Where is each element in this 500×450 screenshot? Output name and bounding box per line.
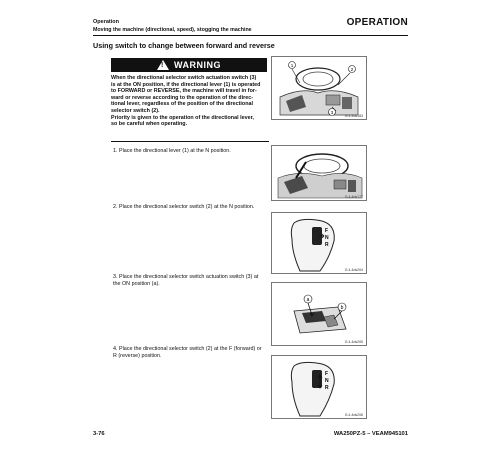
figure-code: G.4-4ds177 xyxy=(344,195,363,199)
warning-line: so be careful when operating. xyxy=(111,121,188,128)
figure-code: G.4-4ds204 xyxy=(344,268,363,272)
warning-line: to FORWARD or REVERSE, the machine will travel in for- xyxy=(111,88,257,95)
figure-directional-lever xyxy=(271,145,367,201)
warning-line: selector switch (2). xyxy=(111,107,160,114)
actuation-switch-illustration xyxy=(272,283,366,345)
step-3: 3. Place the directional selector switch actuation switch (3) at the ON position (a). xyxy=(113,274,259,287)
figure-code: G.4-4ds183 xyxy=(344,114,363,118)
label-n: N xyxy=(325,378,329,384)
step-2: 2. Place the directional selector switch (2) at the N position. xyxy=(113,204,255,210)
callout-b: b xyxy=(340,305,344,311)
header-section: Operation xyxy=(93,19,119,25)
cab-illustration xyxy=(272,57,366,119)
warning-text xyxy=(111,75,269,128)
joystick-illustration-2 xyxy=(272,356,366,418)
footer-page-number: 3-76 xyxy=(93,431,105,437)
warning-line: Priority is given to the operation of the directional lever, xyxy=(111,114,254,121)
figure-code: G.4-4ds206 xyxy=(344,413,363,417)
label-r: R xyxy=(325,242,329,248)
header-title: OPERATION xyxy=(346,17,408,28)
figure-code: G.4-4ds205 xyxy=(344,340,363,344)
callout-a: a xyxy=(306,297,310,303)
label-f: F xyxy=(325,228,329,234)
header-rule xyxy=(93,35,408,36)
label-n: N xyxy=(325,235,329,241)
warning-label: WARNING xyxy=(174,60,221,70)
warning-line: tional lever, regardless of the position of the directional xyxy=(111,101,253,108)
label-r: R xyxy=(325,385,329,391)
step-1: 1. Place the directional lever (1) at the N position. xyxy=(113,148,231,154)
warning-line: ward or reverse according to the operation of the direc- xyxy=(111,94,253,101)
warning-rule xyxy=(111,141,269,142)
warning-banner xyxy=(111,58,267,72)
section-title: Using switch to change between forward and reverse xyxy=(93,41,275,50)
warning-triangle-icon: ! xyxy=(157,60,169,70)
label-f: F xyxy=(325,371,329,377)
lever-illustration xyxy=(272,146,366,200)
figure-selector-switch-n xyxy=(271,212,367,274)
callout-3: 3 xyxy=(330,110,334,115)
warning-line: is at the ON position, if the directional lever (1) is operated xyxy=(111,81,261,88)
callout-1: 1 xyxy=(290,63,294,68)
joystick-illustration xyxy=(272,213,366,273)
step-4: 4. Place the directional selector switch (2) at the F (forward) or R (reverse) position. xyxy=(113,346,262,359)
warning-line: When the directional selector switch actuation switch (3) xyxy=(111,75,257,81)
figure-cab-overview xyxy=(271,56,367,120)
footer-model: WA250PZ-5 – VEAM945101 xyxy=(333,431,408,437)
callout-2: 2 xyxy=(350,67,354,72)
header-subtitle: Moving the machine (directional, speed), stogging the machine xyxy=(93,27,252,33)
figure-actuation-switch xyxy=(271,282,367,346)
figure-selector-switch-fr xyxy=(271,355,367,419)
